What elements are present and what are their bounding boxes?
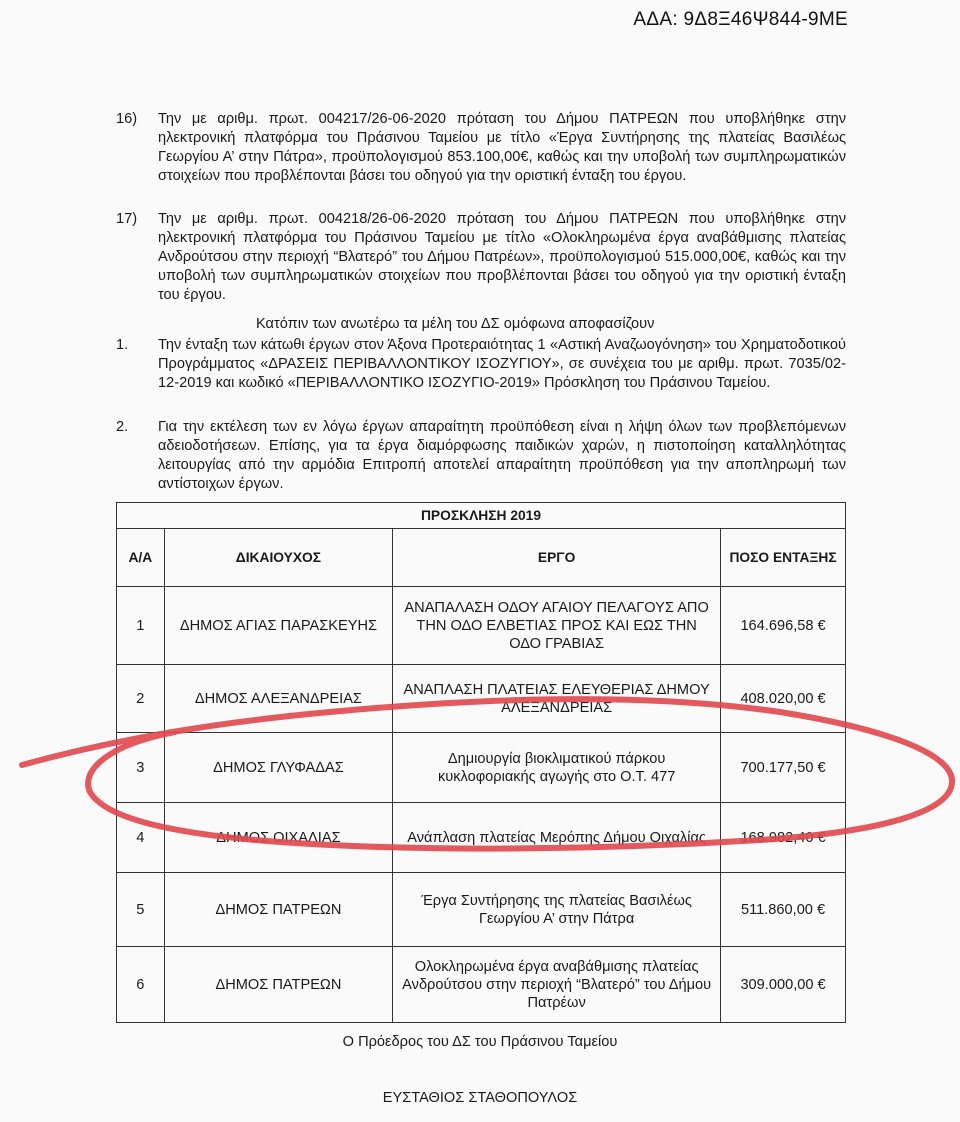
row-project: Ολοκληρωμένα έργα αναβάθμισης πλατείας Ανδρούτσου στην περιοχή “Βλατερό” του Δήμου Πατρέων [393,947,721,1023]
row-beneficiary: ΔΗΜΟΣ ΟΙΧΑΛΙΑΣ [164,803,392,873]
row-number: 4 [117,803,165,873]
header-project: ΕΡΓΟ [393,529,721,587]
item-number: 2. [116,419,129,435]
decision-2 [116,418,846,494]
row-amount: 408.020,00 € [721,665,846,733]
table-row [117,947,846,1023]
row-number: 1 [117,587,165,665]
row-beneficiary: ΔΗΜΟΣ ΓΛΥΦΑΔΑΣ [164,733,392,803]
item-number: 17) [116,211,138,227]
row-project: Ανάπλαση πλατείας Μερόπης Δήμου Οιχαλίας [393,803,721,873]
table-row [117,587,846,665]
table-row [117,803,846,873]
table-row [117,873,846,947]
row-amount: 164.696,58 € [721,587,846,665]
row-amount: 511.860,00 € [721,873,846,947]
decision-1 [116,336,846,393]
consideration-16 [116,110,846,186]
signoff-name: ΕΥΣΤΑΘΙΟΣ ΣΤΑΘΟΠΟΥΛΟΣ [382,1090,578,1106]
row-number: 3 [117,733,165,803]
item-number: 16) [116,111,138,127]
row-beneficiary: ΔΗΜΟΣ ΑΓΙΑΣ ΠΑΡΑΣΚΕΥΗΣ [164,587,392,665]
decision-heading: Κατόπιν των ανωτέρω τα μέλη του ΔΣ ομόφωνα αποφασίζουν [256,316,655,332]
row-beneficiary: ΔΗΜΟΣ ΑΛΕΞΑΝΔΡΕΙΑΣ [164,665,392,733]
row-amount: 309.000,00 € [721,947,846,1023]
table-caption: ΠΡΟΣΚΛΗΣΗ 2019 [117,503,846,529]
table-row [117,665,846,733]
signoff-role: Ο Πρόεδρος του ΔΣ του Πράσινου Ταμείου [342,1034,618,1050]
table-row-highlighted [117,733,846,803]
item-number: 1. [116,337,129,353]
consideration-17 [116,210,846,305]
item-text: Την ένταξη των κάτωθι έργων στον Άξονα Προτεραιότητας 1 «Αστική Αναζωογόνηση» του Χρηματοδοτικού Προγράμματος «ΔΡΑΣΕΙΣ ΠΕΡΙΒΑΛΛΟΝΤΙΚΟΥ ΙΣΟΖΥΓΙΟΥ», σε συνέχεια του με αριθμ. πρωτ. 7035/02-12-2019 και κωδικό «ΠΕΡΙΒΑΛΛΟΝΤΙΚΟ ΙΣΟΖΥΓΙΟ-2019» Πρόσκληση του Πράσινου Ταμείου. [158,337,846,391]
row-project: Έργα Συντήρησης της πλατείας Βασιλέως Γεωργίου Α’ στην Πάτρα [393,873,721,947]
row-number: 6 [117,947,165,1023]
ada-code: ΑΔΑ: 9Δ8Ξ46Ψ844-9ΜΕ [633,9,848,30]
header-aa: Α/Α [117,529,165,587]
row-project: ΑΝΑΠΛΑΣΗ ΠΛΑΤΕΙΑΣ ΕΛΕΥΘΕΡΙΑΣ ΔΗΜΟΥ ΑΛΕΞΑΝΔΡΕΙΑΣ [393,665,721,733]
item-text: Για την εκτέλεση των εν λόγω έργων απαραίτητη προϋπόθεση είναι η λήψη όλων των προβλεπόμενων αδειοδοτήσεων. Επίσης, για τα έργα διαμόρφωσης παιδικών χαρών, η πιστοποίηση καταλληλότητας λειτουργίας από την αρμόδια Επιτροπή αποτελεί απαραίτητη προϋπόθεση για την αποπληρωμή των αντίστοιχων έργων. [158,419,846,492]
row-amount: 700.177,50 € [721,733,846,803]
row-project: Δημιουργία βιοκλιματικού πάρκου κυκλοφοριακής αγωγής στο Ο.Τ. 477 [393,733,721,803]
row-beneficiary: ΔΗΜΟΣ ΠΑΤΡΕΩΝ [164,947,392,1023]
item-text: Την με αριθμ. πρωτ. 004218/26-06-2020 πρόταση του Δήμου ΠΑΤΡΕΩΝ που υποβλήθηκε στην ηλεκτρονική πλατφόρμα του Πράσινου Ταμείου με τίτλο «Ολοκληρωμένα έργα αναβάθμισης πλατείας Ανδρούτσου στην περιοχή “Βλατερό” του Δήμου Πατρέων», προϋπολογισμού 515.000,00€, καθώς και την υποβολή των συμπληρωματικών στοιχείων που προβλέπονται βάσει του οδηγού για την οριστική ένταξη του έργου. [158,211,846,303]
row-beneficiary: ΔΗΜΟΣ ΠΑΤΡΕΩΝ [164,873,392,947]
item-text: Την με αριθμ. πρωτ. 004217/26-06-2020 πρόταση του Δήμου ΠΑΤΡΕΩΝ που υποβλήθηκε στην ηλεκτρονική πλατφόρμα του Πράσινου Ταμείου με τίτλο «Έργα Συντήρησης της πλατείας Βασιλέως Γεωργίου Α’ στην Πάτρα», προϋπολογισμού 853.100,00€, καθώς και την υποβολή των συμπληρωματικών στοιχείων που προβλέπονται βάσει του οδηγού για την οριστική ένταξη του έργου. [158,111,846,184]
row-project: ΑΝΑΠΑΛΑΣΗ ΟΔΟΥ ΑΓΑΙΟΥ ΠΕΛΑΓΟΥΣ ΑΠΟ ΤΗΝ ΟΔΟ ΕΛΒΕΤΙΑΣ ΠΡΟΣ ΚΑΙ ΕΩΣ ΤΗΝ ΟΔΟ ΓΡΑΒΙΑΣ [393,587,721,665]
row-amount: 168.982,40 € [721,803,846,873]
header-beneficiary: ΔΙΚΑΙΟΥΧΟΣ [164,529,392,587]
funding-table [116,502,846,1023]
row-number: 2 [117,665,165,733]
row-number: 5 [117,873,165,947]
header-amount: ΠΟΣΟ ΕΝΤΑΞΗΣ [721,529,846,587]
